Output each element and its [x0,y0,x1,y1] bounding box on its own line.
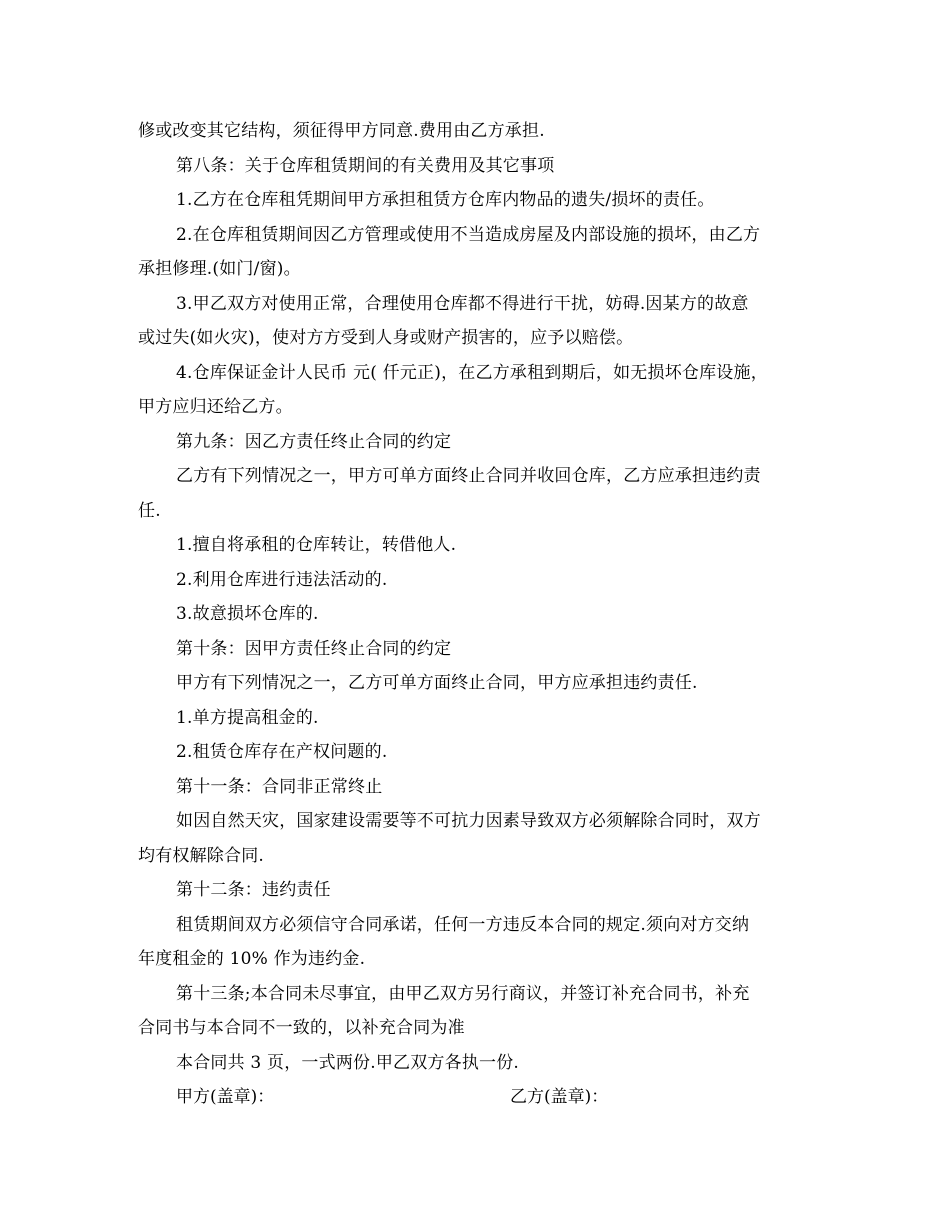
article-8-item-3: 3.甲乙双方对使用正常，合理使用仓库都不得进行干扰，妨碍.因某方的故意 [176,293,749,314]
article-8-item-2: 2.在仓库租赁期间因乙方管理或使用不当造成房屋及内部设施的损坏，由乙方 [176,224,761,245]
article-12-heading: 第十二条：违约责任 [176,880,331,900]
article-9-item-3: 3.故意损坏仓库的. [176,604,319,624]
article-10-intro: 甲方有下列情况之一，乙方可单方面终止合同，甲方应承担违约责任. [176,673,698,693]
article-12-body: 租赁期间双方必须信守合同承诺，任何一方违反本合同的规定.须向对方交纳 [176,914,750,935]
article-8-item-4: 4.仓库保证金计人民币 元( 仟元正)，在乙方承租到期后，如无损坏仓库设施， [176,362,768,383]
line-1: 修或改变其它结构，须征得甲方同意.费用由乙方承担. [138,121,545,141]
article-10-item-2: 2.租赁仓库存在产权问题的. [176,742,388,762]
article-9-heading: 第九条：因乙方责任终止合同的约定 [176,431,452,452]
article-12-body-cont: 年度租金的 10% 作为违约金. [138,949,366,969]
signature-row [138,1080,818,1115]
article-9-intro: 乙方有下列情况之一，甲方可单方面终止合同并收回仓库，乙方应承担违约责 [176,466,761,486]
article-13-body-cont: 合同书与本合同不一致的，以补充合同为准 [138,1018,465,1038]
party-a-signature-label: 甲方(盖章)： [176,1087,275,1107]
article-9-item-2: 2.利用仓库进行违法活动的. [176,569,388,590]
article-10-item-1: 1.单方提高租金的. [176,707,319,728]
article-8-item-3-cont: 或过失(如火灾)，使对方方受到人身或财产损害的，应予以赔偿。 [138,328,634,348]
article-13-body: 第十三条;本合同未尽事宜，由甲乙双方另行商议，并签订补充合同书，补充 [176,983,750,1004]
article-11-heading: 第十一条：合同非正常终止 [176,776,383,797]
article-11-body: 如因自然天灾，国家建设需要等不可抗力因素导致双方必须解除合同时，双方 [176,811,761,831]
article-8-heading: 第八条：关于仓库租赁期间的有关费用及其它事项 [176,155,555,176]
article-9-intro-cont: 任. [138,500,161,521]
article-10-heading: 第十条：因甲方责任终止合同的约定 [176,638,452,659]
article-8-item-2-cont: 承担修理.(如门/窗)。 [138,259,301,279]
copies-statement: 本合同共 3 页，一式两份.甲乙双方各执一份. [176,1052,520,1073]
party-b-signature-label: 乙方(盖章)： [510,1087,609,1107]
document-body [138,114,818,1115]
article-8-item-1: 1.乙方在仓库租凭期间甲方承担租赁方仓库内物品的遗失/损坏的责任。 [176,190,715,210]
article-11-body-cont: 均有权解除合同. [138,845,265,866]
article-9-item-1: 1.擅自将承租的仓库转让，转借他人. [176,535,457,555]
article-8-item-4-cont: 甲方应归还给乙方。 [138,397,293,417]
